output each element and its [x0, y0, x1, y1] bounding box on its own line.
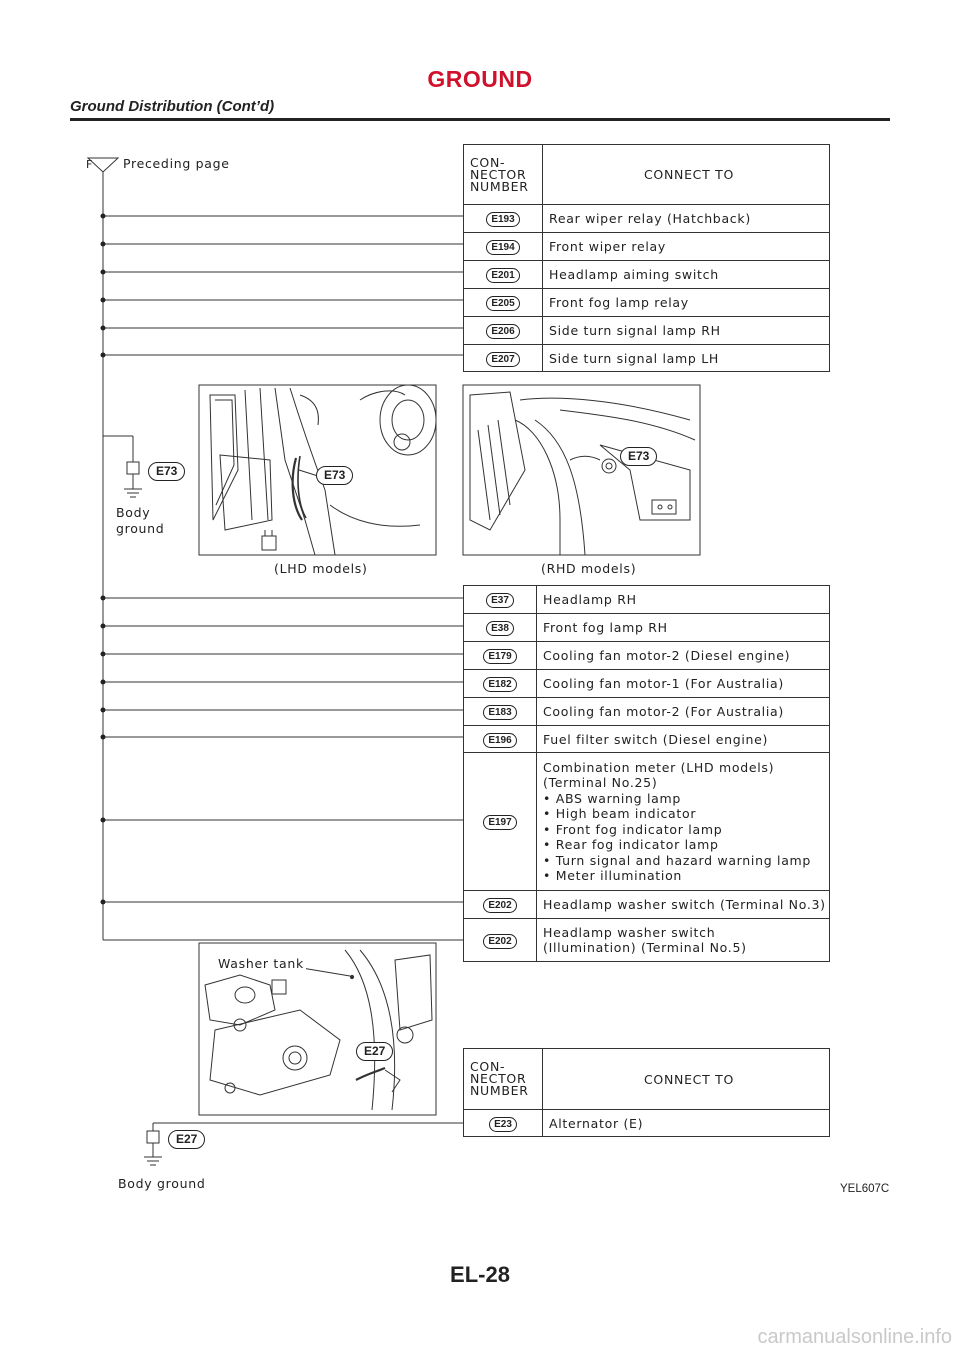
rhd-caption: (RHD models)	[541, 561, 637, 576]
body-ground-label-line2: ground	[116, 521, 165, 536]
connector-badge: E183	[483, 705, 516, 720]
connect-to-cell-multiline: Combination meter (LHD models) (Terminal No.25) • ABS warning lamp • High beam indicator • Front fog indicator lamp • Rear fog indicator lamp • Turn signal and hazard warning lamp • Meter illumination	[537, 753, 830, 891]
table-header-connector: CON- NECTOR NUMBER	[464, 1049, 543, 1110]
table-header-connect-to: CONNECT TO	[543, 145, 830, 205]
connect-to-cell: Front wiper relay	[543, 233, 830, 261]
page-number: EL-28	[450, 1262, 510, 1287]
lower-connector-table	[463, 585, 830, 962]
alternator-connector-table	[463, 1048, 830, 1137]
lhd-caption: (LHD models)	[274, 561, 368, 576]
table-row-e197	[464, 753, 830, 891]
e27-callout: E27	[356, 1042, 393, 1061]
connect-to-cell: Headlamp aiming switch	[543, 261, 830, 289]
connect-to-cell: Cooling fan motor-2 (Diesel engine)	[537, 642, 830, 670]
preceding-marker: F	[86, 158, 94, 171]
connect-to-cell: Cooling fan motor-2 (For Australia)	[537, 698, 830, 726]
connector-badge: E196	[483, 733, 516, 748]
table-row	[464, 261, 830, 289]
table-row	[464, 289, 830, 317]
connect-to-cell: Front fog lamp relay	[543, 289, 830, 317]
table-row	[464, 233, 830, 261]
connector-badge: E179	[483, 649, 516, 664]
watermark: carmanualsonline.info	[757, 1326, 952, 1348]
connect-to-cell: Fuel filter switch (Diesel engine)	[537, 726, 830, 753]
connect-to-cell: Headlamp washer switch (Terminal No.3)	[537, 891, 830, 919]
table-row	[464, 919, 830, 962]
e27-ground-tag: E27	[168, 1130, 205, 1149]
connector-badge: E197	[483, 815, 516, 830]
connector-badge: E38	[486, 621, 514, 636]
lhd-e73-callout: E73	[316, 466, 353, 485]
connect-to-cell: Side turn signal lamp LH	[543, 345, 830, 372]
page-title: GROUND	[427, 66, 533, 92]
connect-to-cell-multiline: Headlamp washer switch (Illumination) (Terminal No.5)	[537, 919, 830, 962]
connector-badge: E194	[486, 240, 519, 255]
e27-connector-symbol	[147, 1131, 159, 1143]
connector-badge: E205	[486, 296, 519, 311]
table-row	[464, 642, 830, 670]
table-header-connect-to: CONNECT TO	[543, 1049, 830, 1110]
connector-badge: E193	[486, 212, 519, 227]
washer-tank-label: Washer tank	[218, 956, 304, 971]
page-subtitle: Ground Distribution (Cont’d)	[70, 98, 275, 115]
connect-to-cell: Alternator (E)	[543, 1110, 830, 1137]
connector-badge: E202	[483, 898, 516, 913]
connect-to-cell: Front fog lamp RH	[537, 614, 830, 642]
table-row	[464, 891, 830, 919]
connector-badge: E202	[483, 934, 516, 949]
connector-badge: E23	[489, 1117, 517, 1132]
connector-badge: E37	[486, 593, 514, 608]
table-row	[464, 205, 830, 233]
table-header-connector: CON- NECTOR NUMBER	[464, 145, 543, 205]
rhd-e73-callout: E73	[620, 447, 657, 466]
connect-to-cell: Rear wiper relay (Hatchback)	[543, 205, 830, 233]
table-row	[464, 726, 830, 753]
e73-ground-tag: E73	[148, 462, 185, 481]
connector-badge: E182	[483, 677, 516, 692]
connector-badge: E201	[486, 268, 519, 283]
table-row	[464, 698, 830, 726]
connector-badge: E206	[486, 324, 519, 339]
connector-badge: E207	[486, 352, 519, 367]
table-row	[464, 670, 830, 698]
connect-to-cell: Cooling fan motor-1 (For Australia)	[537, 670, 830, 698]
preceding-page-label: Preceding page	[123, 156, 230, 171]
upper-connector-table	[463, 144, 830, 372]
table-row	[464, 317, 830, 345]
rhd-illustration	[463, 385, 700, 555]
e73-connector-symbol	[127, 462, 139, 474]
figure-code: YEL607C	[840, 1183, 890, 1195]
body-ground-label-line1: Body	[116, 505, 151, 520]
table-row	[464, 586, 830, 614]
table-row	[464, 345, 830, 372]
table-row	[464, 1110, 830, 1137]
connect-to-cell: Side turn signal lamp RH	[543, 317, 830, 345]
body-ground-label: Body ground	[118, 1176, 206, 1191]
connect-to-cell: Headlamp RH	[537, 586, 830, 614]
table-row	[464, 614, 830, 642]
